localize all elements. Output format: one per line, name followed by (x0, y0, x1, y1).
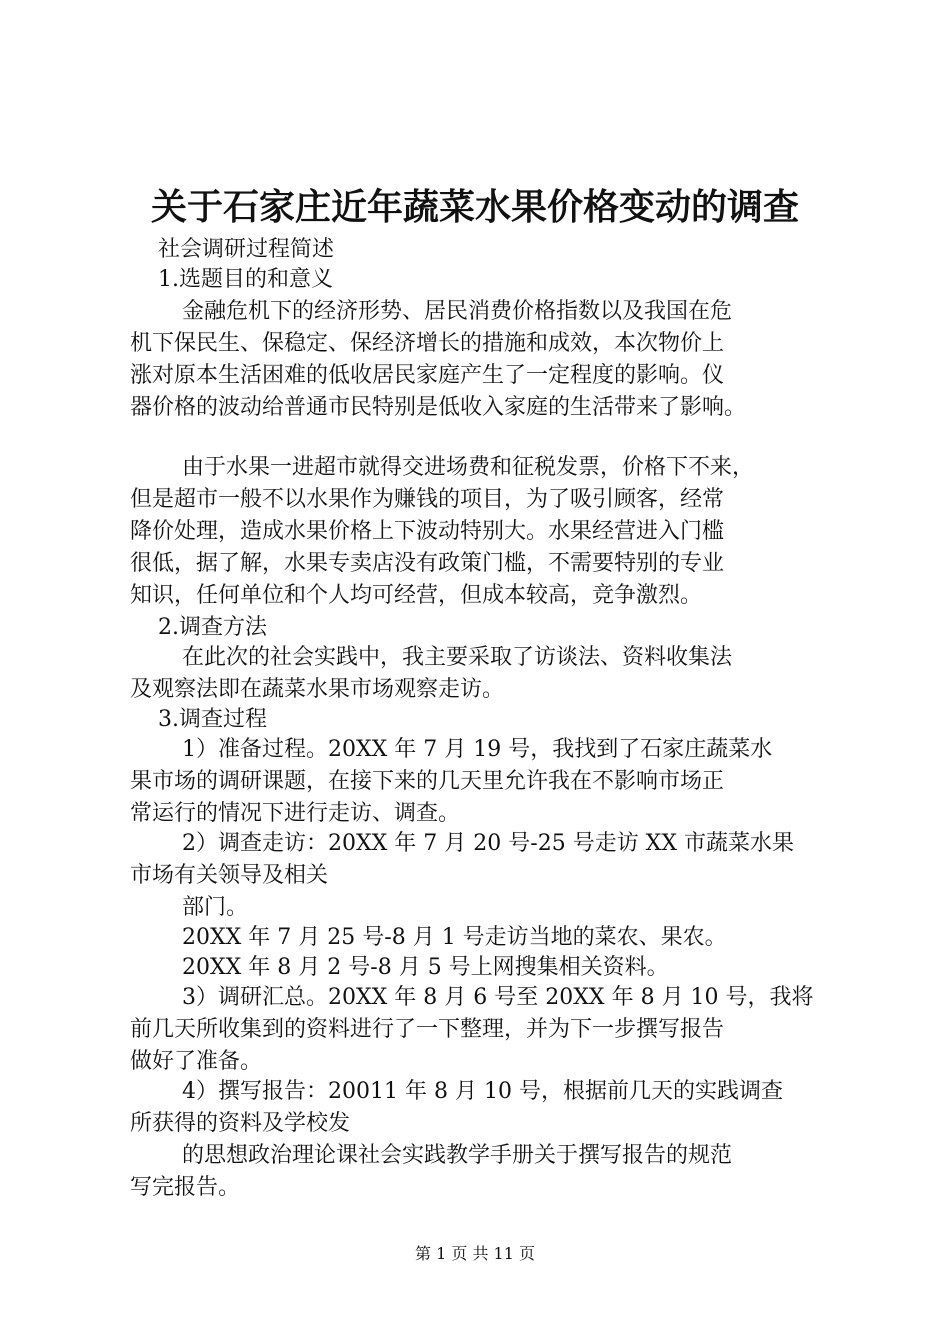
text-line: 在此次的社会实践中，我主要采取了访谈法、资料收集法 (182, 645, 733, 670)
text-line: 市场有关领导及相关 (130, 863, 329, 888)
text-line: 社会调研过程简述 (158, 237, 335, 262)
text-line: 写完报告。 (130, 1175, 241, 1200)
text-line: 降价处理，造成水果价格上下波动特别大。水果经营进入门槛 (130, 519, 725, 544)
text-line: 2）调查走访：20XX 年 7 月 20 号-25 号走访 XX 市蔬菜水果 (182, 831, 795, 856)
text-line: 金融危机下的经济形势、居民消费价格指数以及我国在危 (182, 299, 733, 324)
page-footer: 第 1 页 共 11 页 (415, 1244, 535, 1263)
text-line: 很低，据了解，水果专卖店没有政策门槛，不需要特别的专业 (130, 551, 725, 576)
text-line: 涨对原本生活困难的低收居民家庭产生了一定程度的影响。仪 (130, 363, 725, 388)
text-line: 1）准备过程。20XX 年 7 月 19 号，我找到了石家庄蔬菜水 (182, 737, 773, 762)
text-line: 部门。 (182, 895, 249, 920)
text-line: 前几天所收集到的资料进行了一下整理，并为下一步撰写报告 (130, 1017, 725, 1042)
text-line: 果市场的调研课题，在接下来的几天里允许我在不影响市场正 (130, 769, 725, 794)
page-title: 关于石家庄近年蔬菜水果价格变动的调查 (150, 187, 799, 228)
section-heading: 2.调查方法 (158, 615, 267, 640)
text-line: 由于水果一进超市就得交进场费和征税发票，价格下不来， (182, 455, 755, 480)
text-line: 4）撰写报告：20011 年 8 月 10 号，根据前几天的实践调查 (182, 1079, 783, 1104)
text-line: 器价格的波动给普通市民特别是低收入家庭的生活带来了影响。 (130, 395, 747, 420)
text-line: 所获得的资料及学校发 (130, 1111, 351, 1136)
text-line: 20XX 年 7 月 25 号-8 月 1 号走访当地的菜农、果农。 (182, 925, 727, 950)
text-line: 及观察法即在蔬菜水果市场观察走访。 (130, 677, 505, 702)
text-line: 但是超市一般不以水果作为赚钱的项目，为了吸引顾客，经常 (130, 487, 725, 512)
text-line: 做好了准备。 (130, 1049, 263, 1074)
text-line: 机下保民生、保稳定、保经济增长的措施和成效，本次物价上 (130, 331, 725, 356)
text-line: 3）调研汇总。20XX 年 8 月 6 号至 20XX 年 8 月 10 号，我将 (182, 985, 814, 1010)
text-line: 知识，任何单位和个人均可经营，但成本较高，竞争激烈。 (130, 583, 703, 608)
section-heading: 3.调查过程 (158, 707, 267, 732)
text-line: 的思想政治理论课社会实践教学手册关于撰写报告的规范 (182, 1143, 733, 1168)
section-heading: 1.选题目的和意义 (158, 267, 333, 292)
text-line: 常运行的情况下进行走访、调查。 (130, 801, 461, 826)
text-line: 20XX 年 8 月 2 号-8 月 5 号上网搜集相关资料。 (182, 955, 669, 980)
